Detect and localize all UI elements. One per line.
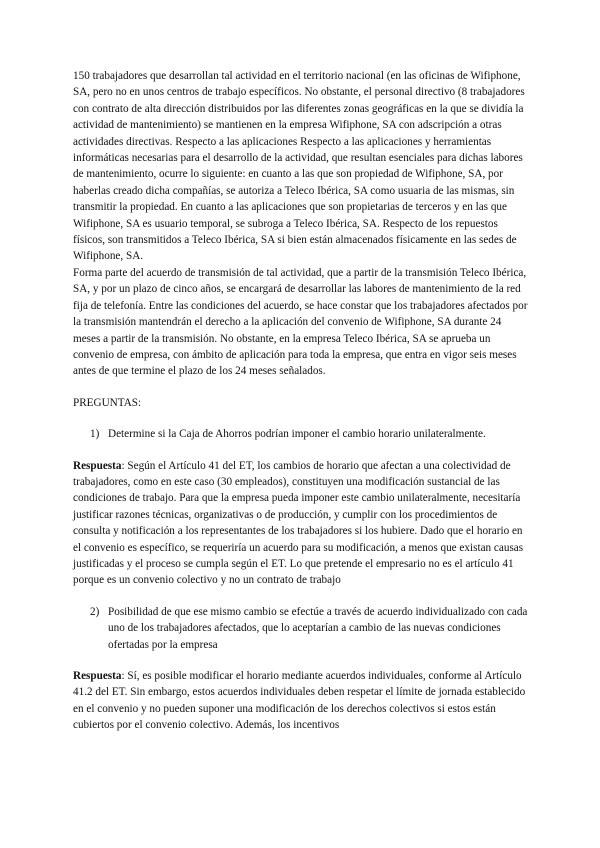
- question-1: [73, 426, 528, 442]
- answer-2: [73, 668, 528, 734]
- answer-2-label: Respuesta: [73, 670, 122, 682]
- spacer: [73, 443, 528, 458]
- answer-2-text: : Sí, es posible modificar el horario mediante acuerdos individuales, conforme al Artículo 41.2 del ET. Sin embargo, estos acuerdos individuales deben respetar el límite de jornada establecido en el convenio y no pueden suponer una modificación de los derechos colectivos si estos están cubiertos por el convenio colectivo. Además, los incentivos: [73, 670, 526, 732]
- intro-paragraph: 150 trabajadores que desarrollan tal actividad en el territorio nacional (en las oficinas de Wifiphone, SA, pero no en unos centros de trabajo específicos. No obstante, el personal directivo (8 trabajadores con contrato de alta dirección distribuidos por las diferentes zonas geográficas en la que se dividía la actividad de mantenimiento) se mantienen en la empresa Wifiphone, SA con adscripción a otras actividades directivas. Respecto a las aplicaciones Respecto a las aplicaciones y herramientas informáticas necesarias para el desarrollo de la actividad, que resultan esenciales para dichas labores de mantenimiento, ocurre lo siguiente: en cuanto a las que son propiedad de Wifiphone, SA, por haberlas creado dicha compañías, se autoriza a Teleco Ibérica, SA como usuaria de las mismas, sin transmitir la propiedad. En cuanto a las aplicaciones que son propietarias de terceros y en las que Wifiphone, SA es usuario temporal, se subroga a Teleco Ibérica, SA. Respecto de los repuestos físicos, son transmitidos a Teleco Ibérica, SA si bien están almacenados físicamente en las sedes de Wifiphone, SA.: [73, 70, 525, 263]
- transfer-agreement-paragraph: Forma parte del acuerdo de transmisión de tal actividad, que a partir de la transmisión Teleco Ibérica, SA, y por un plazo de cinco años, se encargará de desarrollar las labores de mantenimiento de la red fija de telefonía. Entre las condiciones del acuerdo, se hace constar que los trabajadores afectados por la transmisión mantendrán el derecho a la aplicación del convenio de Wifiphone, SA durante 24 meses a partir de la transmisión. No obstante, en la empresa Teleco Ibérica, SA se aprueba un convenio de empresa, con ámbito de aplicación para toda la empresa, que entra en vigor seis meses antes de que termine el plazo de los 24 meses señalados.: [73, 266, 528, 378]
- question-2: [73, 604, 528, 653]
- spacer: [73, 589, 528, 604]
- question-2-number: 2): [90, 605, 100, 618]
- answer-1: [73, 458, 528, 589]
- question-2-text: Posibilidad de que ese mismo cambio se efectúe a través de acuerdo individualizado con cada uno de los trabajadores afectados, que lo aceptarían a cambio de las nuevas condiciones ofertadas por la empresa: [108, 605, 528, 651]
- document-page: [73, 68, 528, 734]
- spacer: [73, 653, 528, 668]
- spacer: [73, 380, 528, 395]
- answer-1-text: : Según el Artículo 41 del ET, los cambios de horario que afectan a una colectividad de trabajadores, como en este caso (30 empleados), constituyen una modificación sustancial de las condiciones de trabajo. Para que la empresa pueda imponer este cambio unilateralmente, necesitaría justificar razones técnicas, organizativas o de producción, y cumplir con los procedimientos de consulta y notificación a los representantes de los trabajadores si los hubiere. Dado que el horario en el convenio es específico, se requeriría un acuerdo para su modificación, a menos que existan causas justificadas y el proceso se cumpla según el ET. Lo que pretende el empresario no es el artículo 41 porque es un convenio colectivo y no un contrato de trabajo: [73, 459, 524, 587]
- question-1-text: Determine si la Caja de Ahorros podrían imponer el cambio horario unilateralmente.: [108, 428, 486, 441]
- spacer: [73, 411, 528, 426]
- answer-1-label: Respuesta: [73, 459, 122, 472]
- questions-heading: PREGUNTAS:: [73, 396, 142, 409]
- question-1-number: 1): [90, 428, 100, 441]
